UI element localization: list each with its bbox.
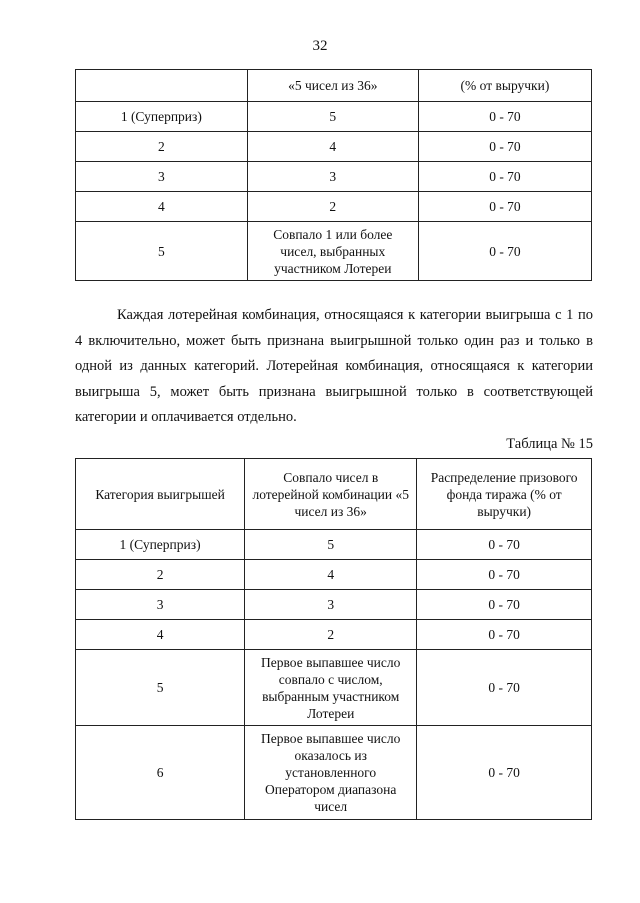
category-cell: 5 xyxy=(76,650,245,726)
percent-cell: 0 - 70 xyxy=(418,222,591,281)
category-cell: 1 (Суперприз) xyxy=(76,530,245,560)
matches-cell: Первое выпавшее число совпало с числом, выбранным участником Лотереи xyxy=(245,650,417,726)
page-number: 32 xyxy=(312,38,328,54)
matches-cell: 4 xyxy=(245,560,417,590)
matches-cell: 5 xyxy=(245,530,417,560)
matches-cell: Совпало 1 или более чисел, выбранных участником Лотереи xyxy=(247,222,418,281)
matches-cell: Первое выпавшее число оказалось из установленного Оператором диапазона чисел xyxy=(245,726,417,820)
header-cell: Распределение призового фонда тиража (% от выручки) xyxy=(417,459,592,530)
table-row xyxy=(76,726,592,820)
percent-cell: 0 - 70 xyxy=(417,560,592,590)
percent-cell: 0 - 70 xyxy=(418,192,591,222)
matches-cell: 2 xyxy=(245,620,417,650)
table-row xyxy=(76,132,592,162)
table-row xyxy=(76,102,592,132)
matches-cell: 5 xyxy=(247,102,418,132)
category-cell: 2 xyxy=(76,560,245,590)
category-cell: 4 xyxy=(76,620,245,650)
percent-cell: 0 - 70 xyxy=(418,102,591,132)
header-cell: «5 чисел из 36» xyxy=(247,70,418,102)
header-cell xyxy=(76,70,248,102)
table-header-row xyxy=(76,70,592,102)
matches-cell: 3 xyxy=(245,590,417,620)
header-cell: Совпало чисел в лотерейной комбинации «5 чисел из 36» xyxy=(245,459,417,530)
table-row xyxy=(76,530,592,560)
percent-cell: 0 - 70 xyxy=(417,650,592,726)
percent-cell: 0 - 70 xyxy=(417,620,592,650)
table-row xyxy=(76,162,592,192)
percent-cell: 0 - 70 xyxy=(418,132,591,162)
percent-cell: 0 - 70 xyxy=(417,726,592,820)
category-cell: 3 xyxy=(76,590,245,620)
table-row xyxy=(76,560,592,590)
category-cell: 5 xyxy=(76,222,248,281)
matches-cell: 4 xyxy=(247,132,418,162)
table-header-row xyxy=(76,459,592,530)
prize-table-15 xyxy=(75,458,592,820)
table-caption: Таблица № 15 xyxy=(506,436,593,452)
percent-cell: 0 - 70 xyxy=(417,590,592,620)
category-cell: 4 xyxy=(76,192,248,222)
body-paragraph: Каждая лотерейная комбинация, относящаяся к категории выигрыша с 1 по 4 включительно, может быть признана выигрышной только один раз и только в одной из данных категорий. Лотерейная комбинация, относящаяся к категории выигрыша 5, может быть признана выигрышной только в соответствующей категории и оплачивается отдельно. xyxy=(75,307,593,425)
header-cell: (% от выручки) xyxy=(418,70,591,102)
table-row xyxy=(76,192,592,222)
category-cell: 6 xyxy=(76,726,245,820)
table-row xyxy=(76,650,592,726)
matches-cell: 3 xyxy=(247,162,418,192)
table-row xyxy=(76,590,592,620)
matches-cell: 2 xyxy=(247,192,418,222)
table-row xyxy=(76,620,592,650)
percent-cell: 0 - 70 xyxy=(418,162,591,192)
category-cell: 3 xyxy=(76,162,248,192)
header-cell: Категория выигрышей xyxy=(76,459,245,530)
category-cell: 2 xyxy=(76,132,248,162)
prize-table-continued xyxy=(75,69,592,281)
category-cell: 1 (Суперприз) xyxy=(76,102,248,132)
table-row xyxy=(76,222,592,281)
percent-cell: 0 - 70 xyxy=(417,530,592,560)
